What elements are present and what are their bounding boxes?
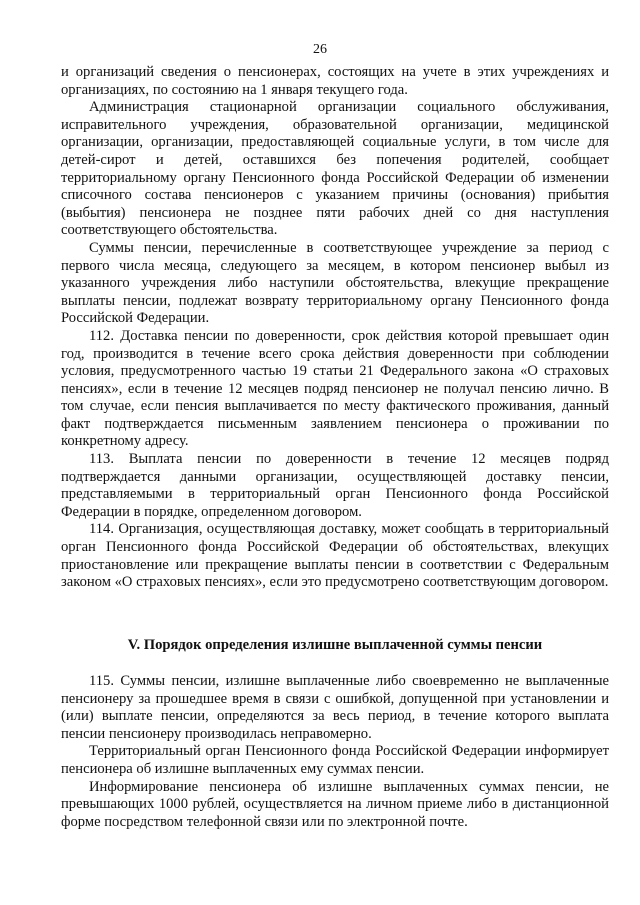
paragraph-territorial-organ: Территориальный орган Пенсионного фонда Российской Федерации информирует пенсионера об излишне выплаченных ему суммах пенсии. [61, 743, 609, 777]
section-heading: V. Порядок определения излишне выплаченной суммы пенсии [127, 637, 543, 653]
paragraph-113: 113. Выплата пенсии по доверенности в течение 12 месяцев подряд подтверждается данными организации, осуществляющей доставку пенсии, представляемыми в территориальный орган Пенсионного фонда Российской Федерации в порядке, определенном договором. [61, 451, 609, 520]
text-block-bottom [61, 673, 609, 831]
paragraph-112: 112. Доставка пенсии по доверенности, срок действия которой превышает один год, производится в течение всего срока действия доверенности при соблюдении условия, предусмотренного частью 19 статьи 21 Федерального закона «О страховых пенсиях», если в течение 12 месяцев подряд пенсионер не получал пенсию лично. В том случае, если пенсия выплачивается по месту фактического проживания, данный факт подтверждается письменным заявлением пенсионера о проживании по конкретному адресу. [61, 327, 609, 450]
text-block-top [61, 64, 609, 592]
paragraph-administration: Администрация стационарной организации социального обслуживания, исправительного учреждения, образовательной организации, медицинской организации, организации, предоставляющей социальные услуги, в том числе для детей-сирот и детей, оставшихся без попечения родителей, сообщает территориальному органу Пенсионного фонда Российской Федерации об изменении списочного состава пенсионеров с указанием причины (основания) прибытия (выбытия) пенсионера не позднее пяти рабочих дней со дня наступления соответствующего обстоятельства. [61, 99, 609, 239]
paragraph-115: 115. Суммы пенсии, излишне выплаченные либо своевременно не выплаченные пенсионеру за прошедшее время в связи с ошибкой, допущенной при установлении и (или) выплате пенсии, определяются за весь период, в течение которого выплата пенсии пенсионеру производилась неправомерно. [61, 673, 609, 742]
page-number: 26 [313, 42, 327, 57]
paragraph-informing: Информирование пенсионера об излишне выплаченных суммах пенсии, не превышающих 1000 рублей, осуществляется на личном приеме либо в дистанционной форме посредством телефонной связи или по электронной почте. [61, 778, 609, 830]
paragraph-114: 114. Организация, осуществляющая доставку, может сообщать в территориальный орган Пенсионного фонда Российской Федерации об обстоятельствах, влекущих приостановление или прекращение выплаты пенсии в соответствии с Федеральным законом «О страховых пенсиях», если это предусмотрено соответствующим договором. [61, 521, 609, 591]
paragraph-continuation: и организаций сведения о пенсионерах, состоящих на учете в этих учреждениях и организациях, по состоянию на 1 января текущего года. [61, 64, 609, 98]
paragraph-pension-refund: Суммы пенсии, перечисленные в соответствующее учреждение за период с первого числа месяца, следующего за месяцем, в котором пенсионер выбыл из указанного учреждения либо наступили обстоятельства, влекущие прекращение выплаты пенсии, подлежат возврату территориальному органу Пенсионного фонда Российской Федерации. [61, 239, 609, 327]
